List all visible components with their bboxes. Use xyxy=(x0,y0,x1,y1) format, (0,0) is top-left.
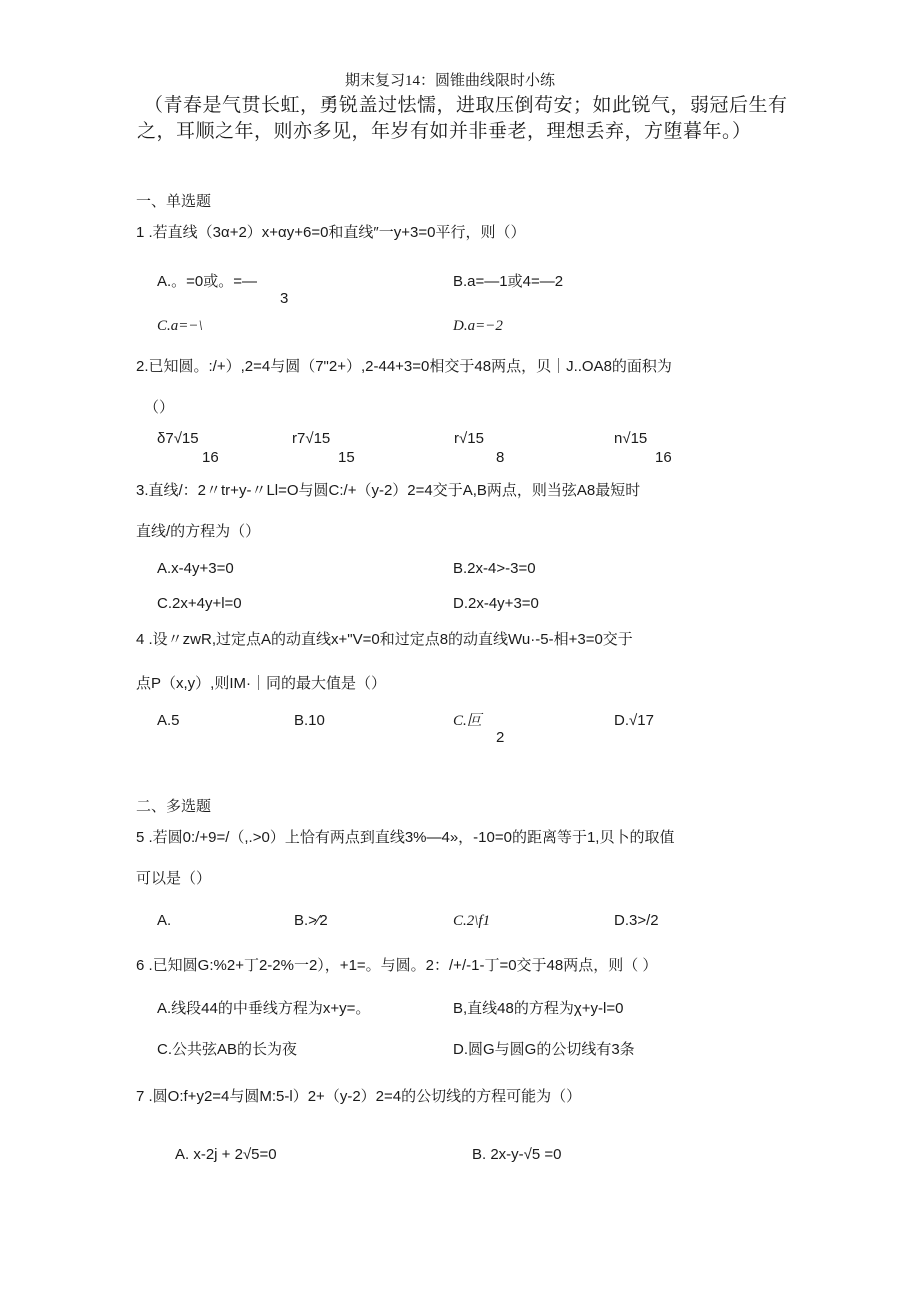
question-2-option-b-top: r7√15 xyxy=(292,430,331,447)
question-3-stem-end: 直线/的方程为（） xyxy=(136,523,261,540)
question-5-option-c: C.2\f1 xyxy=(453,913,491,929)
question-7-stem: 7 .圆O:f+y2=4与圆M:5-l）2+（y-2）2=4的公切线的方程可能为（） xyxy=(136,1088,582,1105)
question-1-option-a: A.。=0或。=— xyxy=(157,273,258,290)
question-3-option-d: D.2x-4y+3=0 xyxy=(453,595,539,612)
question-6-option-d: D.圆G与圆G的公切线有3条 xyxy=(453,1041,635,1058)
question-5-option-a: A. xyxy=(157,912,172,929)
page-title: 期末复习14：圆锥曲线限时小练 xyxy=(345,73,556,89)
question-2-option-b-bottom: 15 xyxy=(338,449,355,466)
question-7-option-a: A. x-2j + 2√5=0 xyxy=(175,1146,277,1163)
question-2-stem-end: （） xyxy=(144,399,175,416)
question-4-option-a: A.5 xyxy=(157,712,180,729)
question-1-option-b: B.a=—1或4=—2 xyxy=(453,273,564,290)
question-2-option-a-top: δ7√15 xyxy=(157,430,199,447)
question-4-stem-end: 点P（x,y）,则IM·｜同的最大值是（） xyxy=(136,675,386,692)
question-4-option-b: B.10 xyxy=(294,712,325,729)
question-6-stem: 6 .已知圆G:%2+丁2-2%一2），+1=。与圆。2：/+/-1-丁=0交于48两点，则（ ） xyxy=(136,957,658,974)
question-3-option-a: A.x-4y+3=0 xyxy=(157,560,234,577)
section-heading-single-choice: 一、单选题 xyxy=(136,193,212,210)
question-5-option-d: D.3>/2 xyxy=(614,912,659,929)
question-2-option-a-bottom: 16 xyxy=(202,449,219,466)
question-3-option-b: B.2x-4>-3=0 xyxy=(453,560,536,577)
question-1-option-c: C.a=−\ xyxy=(157,318,203,334)
question-6-option-a: A.线段44的中垂线方程为x+y=。 xyxy=(157,1000,371,1017)
question-3-stem: 3.直线/：2〃tr+y-〃Ll=O与圆C:/+（y-2）2=4交于A,B两点，则当弦A8最短时 xyxy=(136,482,641,499)
question-4-stem: 4 .设〃zwR,过定点A的动直线x+"V=0和过定点8的动直线Wu·-5-相+3=0交于 xyxy=(136,631,633,648)
question-7-option-b: B. 2x-y-√5 =0 xyxy=(472,1146,562,1163)
question-5-stem: 5 .若圆0:/+9=/（,.>0）上恰有两点到直线3%—4»，-10=0的距离等于1,贝卜的取值 xyxy=(136,829,675,846)
section-heading-multiple-choice: 二、多选题 xyxy=(136,798,212,815)
question-6-option-c: C.公共弦AB的长为夜 xyxy=(157,1041,298,1058)
question-4-option-d: D.√17 xyxy=(614,712,654,729)
question-2-option-d-top: n√15 xyxy=(614,430,648,447)
question-2-option-c-bottom: 8 xyxy=(496,449,505,466)
motto-line-1: （青春是气贯长虹，勇锐盖过怯懦，进取压倒苟安；如此锐气，弱冠后生有 xyxy=(144,95,788,116)
question-4-option-c: C.叵 xyxy=(453,713,482,729)
question-2-option-d-bottom: 16 xyxy=(655,449,672,466)
question-4-option-c-denominator: 2 xyxy=(496,729,505,746)
question-6-option-b: B,直线48的方程为χ+y-l=0 xyxy=(453,1000,624,1017)
question-5-stem-end: 可以是（） xyxy=(136,870,212,887)
motto-line-2: 之，耳顺之年，则亦多见，年岁有如并非垂老，理想丢弃，方堕暮年。） xyxy=(137,121,752,142)
question-1-stem: 1 .若直线（3α+2）x+αy+6=0和直线″一y+3=0平行，则（） xyxy=(136,224,526,241)
question-5-option-b: B.>⁄2 xyxy=(294,912,328,929)
question-1-option-a-denominator: 3 xyxy=(280,290,289,307)
question-1-option-d: D.a=−2 xyxy=(453,318,503,334)
question-2-stem: 2.已知圆。:/+）,2=4与圆（7"2+）,2-44+3=0相交于48两点，贝｜J..OA8的面积为 xyxy=(136,358,672,375)
question-3-option-c: C.2x+4y+l=0 xyxy=(157,595,242,612)
question-2-option-c-top: r√15 xyxy=(454,430,484,447)
